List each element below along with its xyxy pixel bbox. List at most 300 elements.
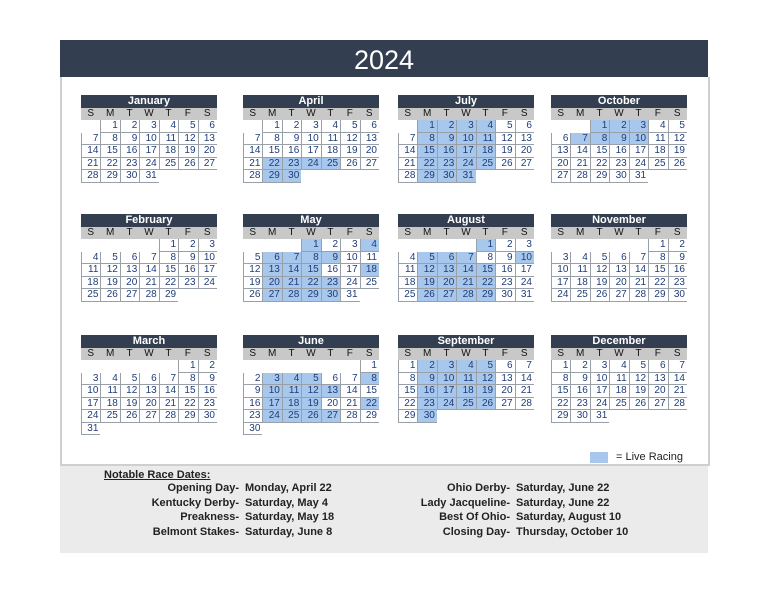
day-cell: 7 <box>668 360 687 373</box>
week-row <box>398 133 534 146</box>
day-cell: 21 <box>159 398 178 411</box>
empty-cell <box>495 170 514 183</box>
week-row <box>81 398 217 411</box>
day-cell: 27 <box>515 158 534 171</box>
day-cell: 26 <box>590 289 609 302</box>
empty-cell <box>360 289 379 302</box>
weekday-label: T <box>288 348 295 359</box>
weekday-label: S <box>203 227 211 238</box>
empty-cell <box>629 410 648 423</box>
weekday-label: S <box>249 108 257 119</box>
weekday-label: F <box>346 227 353 238</box>
month-name: June <box>243 335 379 348</box>
day-cell: 23 <box>417 398 436 411</box>
weekday-label: T <box>482 348 489 359</box>
empty-cell <box>262 360 281 373</box>
day-cell: 1 <box>301 239 320 252</box>
day-cell: 25 <box>159 158 178 171</box>
week-row <box>243 239 379 252</box>
day-cell: 20 <box>139 398 158 411</box>
day-cell: 5 <box>120 373 139 386</box>
day-cell: 27 <box>321 410 340 423</box>
day-cell: 10 <box>515 252 534 265</box>
day-cell: 31 <box>590 410 609 423</box>
day-cell: 7 <box>81 133 100 146</box>
week-row <box>81 120 217 133</box>
day-cell: 4 <box>282 373 301 386</box>
weekday-label: W <box>306 227 316 238</box>
day-cell: 3 <box>139 120 158 133</box>
day-cell: 19 <box>590 277 609 290</box>
empty-cell <box>590 239 609 252</box>
day-cell: 31 <box>340 289 359 302</box>
day-cell: 22 <box>301 277 320 290</box>
day-cell: 23 <box>282 158 301 171</box>
day-cell: 11 <box>321 133 340 146</box>
day-cell: 5 <box>178 120 197 133</box>
day-cell: 31 <box>515 289 534 302</box>
day-cell: 10 <box>301 133 320 146</box>
weekday-header <box>398 348 534 360</box>
weekday-label: M <box>267 108 277 119</box>
day-cell: 13 <box>437 264 456 277</box>
week-row <box>551 373 687 386</box>
day-cell: 6 <box>515 120 534 133</box>
day-cell: 31 <box>139 170 158 183</box>
week-row <box>81 170 217 183</box>
day-cell: 11 <box>159 133 178 146</box>
empty-cell <box>120 239 139 252</box>
day-cell: 24 <box>301 158 320 171</box>
day-cell: 23 <box>495 277 514 290</box>
day-cell: 7 <box>282 252 301 265</box>
day-cell: 30 <box>437 170 456 183</box>
day-cell: 17 <box>301 145 320 158</box>
weekday-label: W <box>614 348 624 359</box>
weekday-label: W <box>461 227 471 238</box>
week-row <box>398 373 534 386</box>
race-date: Thursday, October 10 <box>516 525 629 538</box>
empty-cell <box>198 423 217 436</box>
race-date: Saturday, May 4 <box>245 496 328 509</box>
day-cell: 13 <box>120 264 139 277</box>
day-cell: 21 <box>398 158 417 171</box>
weekday-label: W <box>461 348 471 359</box>
day-cell: 2 <box>178 239 197 252</box>
weekday-header <box>243 348 379 360</box>
day-cell: 11 <box>570 264 589 277</box>
weekday-label: S <box>520 227 528 238</box>
day-cell: 19 <box>476 385 495 398</box>
weekday-label: S <box>365 108 373 119</box>
day-cell: 23 <box>321 277 340 290</box>
empty-cell <box>551 120 570 133</box>
day-cell: 10 <box>198 252 217 265</box>
day-cell: 15 <box>476 264 495 277</box>
weekday-label: S <box>557 227 565 238</box>
weekday-label: T <box>635 108 642 119</box>
weekday-label: S <box>520 348 528 359</box>
weekday-label: T <box>443 108 450 119</box>
day-cell: 20 <box>321 398 340 411</box>
day-cell: 28 <box>340 410 359 423</box>
day-cell: 1 <box>159 239 178 252</box>
day-cell: 20 <box>515 145 534 158</box>
day-cell: 20 <box>360 145 379 158</box>
empty-cell <box>81 239 100 252</box>
empty-cell <box>243 239 262 252</box>
weekday-label: F <box>501 227 508 238</box>
empty-cell <box>159 360 178 373</box>
day-cell: 1 <box>178 360 197 373</box>
day-cell: 18 <box>476 145 495 158</box>
day-cell: 21 <box>515 385 534 398</box>
day-cell: 4 <box>570 252 589 265</box>
weekday-label: T <box>126 348 133 359</box>
day-cell: 19 <box>495 145 514 158</box>
day-cell: 6 <box>321 373 340 386</box>
day-cell: 18 <box>282 398 301 411</box>
year-title: 2024 <box>353 45 415 75</box>
empty-cell <box>398 239 417 252</box>
day-cell: 5 <box>301 373 320 386</box>
day-cell: 25 <box>476 158 495 171</box>
day-cell: 13 <box>262 264 281 277</box>
weekday-label: S <box>520 108 528 119</box>
day-cell: 20 <box>437 277 456 290</box>
day-cell: 19 <box>178 145 197 158</box>
week-row <box>243 360 379 373</box>
week-row <box>243 264 379 277</box>
weekday-label: S <box>404 227 412 238</box>
day-cell: 8 <box>476 252 495 265</box>
day-cell: 31 <box>629 170 648 183</box>
weekday-label: F <box>184 348 191 359</box>
weekday-header <box>551 227 687 239</box>
day-cell: 16 <box>321 264 340 277</box>
month-february <box>81 214 217 302</box>
day-cell: 2 <box>570 360 589 373</box>
day-cell: 19 <box>340 145 359 158</box>
race-name: Ohio Derby- <box>447 482 510 494</box>
day-cell: 15 <box>262 145 281 158</box>
day-cell: 17 <box>139 145 158 158</box>
day-cell: 8 <box>178 373 197 386</box>
empty-cell <box>301 170 320 183</box>
day-cell: 21 <box>243 158 262 171</box>
day-cell: 6 <box>360 120 379 133</box>
day-cell: 9 <box>570 373 589 386</box>
empty-cell <box>139 423 158 436</box>
day-cell: 18 <box>648 145 667 158</box>
day-cell: 24 <box>81 410 100 423</box>
day-cell: 27 <box>551 170 570 183</box>
weekday-label: M <box>105 348 115 359</box>
day-cell: 2 <box>120 120 139 133</box>
weekday-label: S <box>203 348 211 359</box>
week-row <box>551 170 687 183</box>
weekday-label: T <box>327 108 334 119</box>
weekday-header <box>81 227 217 239</box>
empty-cell <box>668 170 687 183</box>
empty-cell <box>570 239 589 252</box>
week-row <box>81 252 217 265</box>
week-row <box>551 145 687 158</box>
day-cell: 9 <box>495 252 514 265</box>
day-cell: 8 <box>262 133 281 146</box>
week-row <box>243 145 379 158</box>
day-cell: 24 <box>139 158 158 171</box>
month-name: February <box>81 214 217 227</box>
day-cell: 13 <box>495 373 514 386</box>
day-cell: 16 <box>178 264 197 277</box>
weekday-label: T <box>443 227 450 238</box>
day-cell: 24 <box>437 398 456 411</box>
day-cell: 29 <box>648 289 667 302</box>
day-cell: 5 <box>340 120 359 133</box>
day-cell: 7 <box>456 252 475 265</box>
day-cell: 22 <box>178 398 197 411</box>
day-cell: 1 <box>262 120 281 133</box>
weekday-label: T <box>126 108 133 119</box>
day-cell: 6 <box>198 120 217 133</box>
day-cell: 18 <box>159 145 178 158</box>
day-cell: 9 <box>243 385 262 398</box>
day-cell: 13 <box>360 133 379 146</box>
weekday-label: T <box>288 108 295 119</box>
day-cell: 4 <box>456 360 475 373</box>
day-cell: 13 <box>321 385 340 398</box>
week-row <box>81 158 217 171</box>
day-cell: 29 <box>551 410 570 423</box>
day-cell: 10 <box>81 385 100 398</box>
day-cell: 10 <box>590 373 609 386</box>
weekday-label: T <box>165 227 172 238</box>
week-row <box>243 252 379 265</box>
day-cell: 11 <box>398 264 417 277</box>
weekday-label: F <box>184 227 191 238</box>
legend-label: = Live Racing <box>616 451 683 463</box>
day-cell: 30 <box>570 410 589 423</box>
month-name: September <box>398 335 534 348</box>
weekday-label: S <box>557 108 565 119</box>
day-cell: 8 <box>100 133 119 146</box>
day-cell: 30 <box>609 170 628 183</box>
day-cell: 30 <box>417 410 436 423</box>
empty-cell <box>262 423 281 436</box>
day-cell: 12 <box>243 264 262 277</box>
day-cell: 17 <box>81 398 100 411</box>
day-cell: 14 <box>243 145 262 158</box>
day-cell: 25 <box>100 410 119 423</box>
year-banner <box>60 40 708 77</box>
weekday-label: S <box>673 227 681 238</box>
day-cell: 18 <box>456 385 475 398</box>
empty-cell <box>198 289 217 302</box>
month-name: October <box>551 95 687 108</box>
month-july <box>398 95 534 183</box>
day-cell: 27 <box>648 398 667 411</box>
day-cell: 25 <box>609 398 628 411</box>
day-cell: 13 <box>139 385 158 398</box>
day-cell: 5 <box>495 120 514 133</box>
day-cell: 16 <box>570 385 589 398</box>
empty-cell <box>301 360 320 373</box>
day-cell: 5 <box>629 360 648 373</box>
day-cell: 26 <box>495 158 514 171</box>
empty-cell <box>551 239 570 252</box>
legend <box>590 451 683 463</box>
day-cell: 28 <box>629 289 648 302</box>
day-cell: 7 <box>139 252 158 265</box>
weekday-label: F <box>654 348 661 359</box>
day-cell: 29 <box>590 170 609 183</box>
day-cell: 6 <box>437 252 456 265</box>
weekday-header <box>81 348 217 360</box>
month-name: August <box>398 214 534 227</box>
day-cell: 25 <box>570 289 589 302</box>
weekday-label: W <box>306 108 316 119</box>
weekday-label: F <box>346 108 353 119</box>
day-cell: 6 <box>120 252 139 265</box>
day-cell: 29 <box>360 410 379 423</box>
notable-race-dates-panel <box>60 466 708 553</box>
day-cell: 11 <box>476 133 495 146</box>
day-cell: 7 <box>159 373 178 386</box>
day-cell: 12 <box>178 133 197 146</box>
week-row <box>398 145 534 158</box>
week-row <box>398 264 534 277</box>
day-cell: 29 <box>159 289 178 302</box>
week-row <box>551 385 687 398</box>
weekday-label: S <box>365 348 373 359</box>
day-cell: 8 <box>551 373 570 386</box>
day-cell: 6 <box>551 133 570 146</box>
race-date: Saturday, August 10 <box>516 511 622 523</box>
race-name: Belmont Stakes- <box>152 525 239 538</box>
race-date: Saturday, June 8 <box>245 525 333 538</box>
day-cell: 2 <box>282 120 301 133</box>
day-cell: 25 <box>321 158 340 171</box>
week-row <box>551 133 687 146</box>
day-cell: 15 <box>551 385 570 398</box>
empty-cell <box>437 239 456 252</box>
empty-cell <box>282 423 301 436</box>
day-cell: 9 <box>609 133 628 146</box>
day-cell: 10 <box>437 373 456 386</box>
day-cell: 16 <box>609 145 628 158</box>
day-cell: 30 <box>120 170 139 183</box>
day-cell: 23 <box>120 158 139 171</box>
empty-cell <box>282 239 301 252</box>
day-cell: 8 <box>301 252 320 265</box>
week-row <box>398 360 534 373</box>
weekday-label: T <box>635 348 642 359</box>
day-cell: 3 <box>198 239 217 252</box>
day-cell: 30 <box>282 170 301 183</box>
weekday-label: S <box>87 348 95 359</box>
day-cell: 2 <box>417 360 436 373</box>
day-cell: 15 <box>398 385 417 398</box>
day-cell: 10 <box>340 252 359 265</box>
day-cell: 14 <box>570 145 589 158</box>
day-cell: 4 <box>648 120 667 133</box>
day-cell: 13 <box>515 133 534 146</box>
day-cell: 2 <box>668 239 687 252</box>
day-cell: 1 <box>360 360 379 373</box>
weekday-header <box>243 108 379 120</box>
week-row <box>398 277 534 290</box>
race-name: Preakness- <box>180 511 239 523</box>
month-name: December <box>551 335 687 348</box>
week-row <box>398 289 534 302</box>
empty-cell <box>120 423 139 436</box>
day-cell: 4 <box>476 120 495 133</box>
day-cell: 12 <box>417 264 436 277</box>
day-cell: 15 <box>100 145 119 158</box>
day-cell: 17 <box>590 385 609 398</box>
day-cell: 18 <box>609 385 628 398</box>
day-cell: 18 <box>100 398 119 411</box>
day-cell: 5 <box>590 252 609 265</box>
day-cell: 3 <box>340 239 359 252</box>
day-cell: 1 <box>551 360 570 373</box>
day-cell: 3 <box>551 252 570 265</box>
day-cell: 10 <box>629 133 648 146</box>
day-cell: 12 <box>476 373 495 386</box>
day-cell: 12 <box>120 385 139 398</box>
day-cell: 15 <box>417 145 436 158</box>
weekday-label: M <box>267 348 277 359</box>
weekday-label: T <box>288 227 295 238</box>
day-cell: 16 <box>437 145 456 158</box>
day-cell: 9 <box>120 133 139 146</box>
day-cell: 12 <box>629 373 648 386</box>
day-cell: 20 <box>609 277 628 290</box>
week-row <box>243 277 379 290</box>
week-row <box>243 289 379 302</box>
day-cell: 17 <box>629 145 648 158</box>
day-cell: 1 <box>476 239 495 252</box>
empty-cell <box>81 120 100 133</box>
day-cell: 29 <box>100 170 119 183</box>
day-cell: 24 <box>198 277 217 290</box>
day-cell: 11 <box>360 252 379 265</box>
week-row <box>243 410 379 423</box>
month-march <box>81 335 217 435</box>
empty-cell <box>243 360 262 373</box>
day-cell: 26 <box>476 398 495 411</box>
day-cell: 7 <box>340 373 359 386</box>
day-cell: 28 <box>456 289 475 302</box>
month-june <box>243 335 379 435</box>
day-cell: 3 <box>590 360 609 373</box>
day-cell: 12 <box>301 385 320 398</box>
empty-cell <box>495 410 514 423</box>
weekday-header <box>398 108 534 120</box>
day-cell: 19 <box>629 385 648 398</box>
week-row <box>243 385 379 398</box>
empty-cell <box>81 360 100 373</box>
day-cell: 27 <box>262 289 281 302</box>
race-date: Saturday, May 18 <box>245 511 335 523</box>
day-cell: 9 <box>282 133 301 146</box>
weekday-label: M <box>267 227 277 238</box>
notes-title: Notable Race Dates: <box>104 469 211 481</box>
day-cell: 24 <box>340 277 359 290</box>
week-row <box>81 145 217 158</box>
empty-cell <box>243 120 262 133</box>
